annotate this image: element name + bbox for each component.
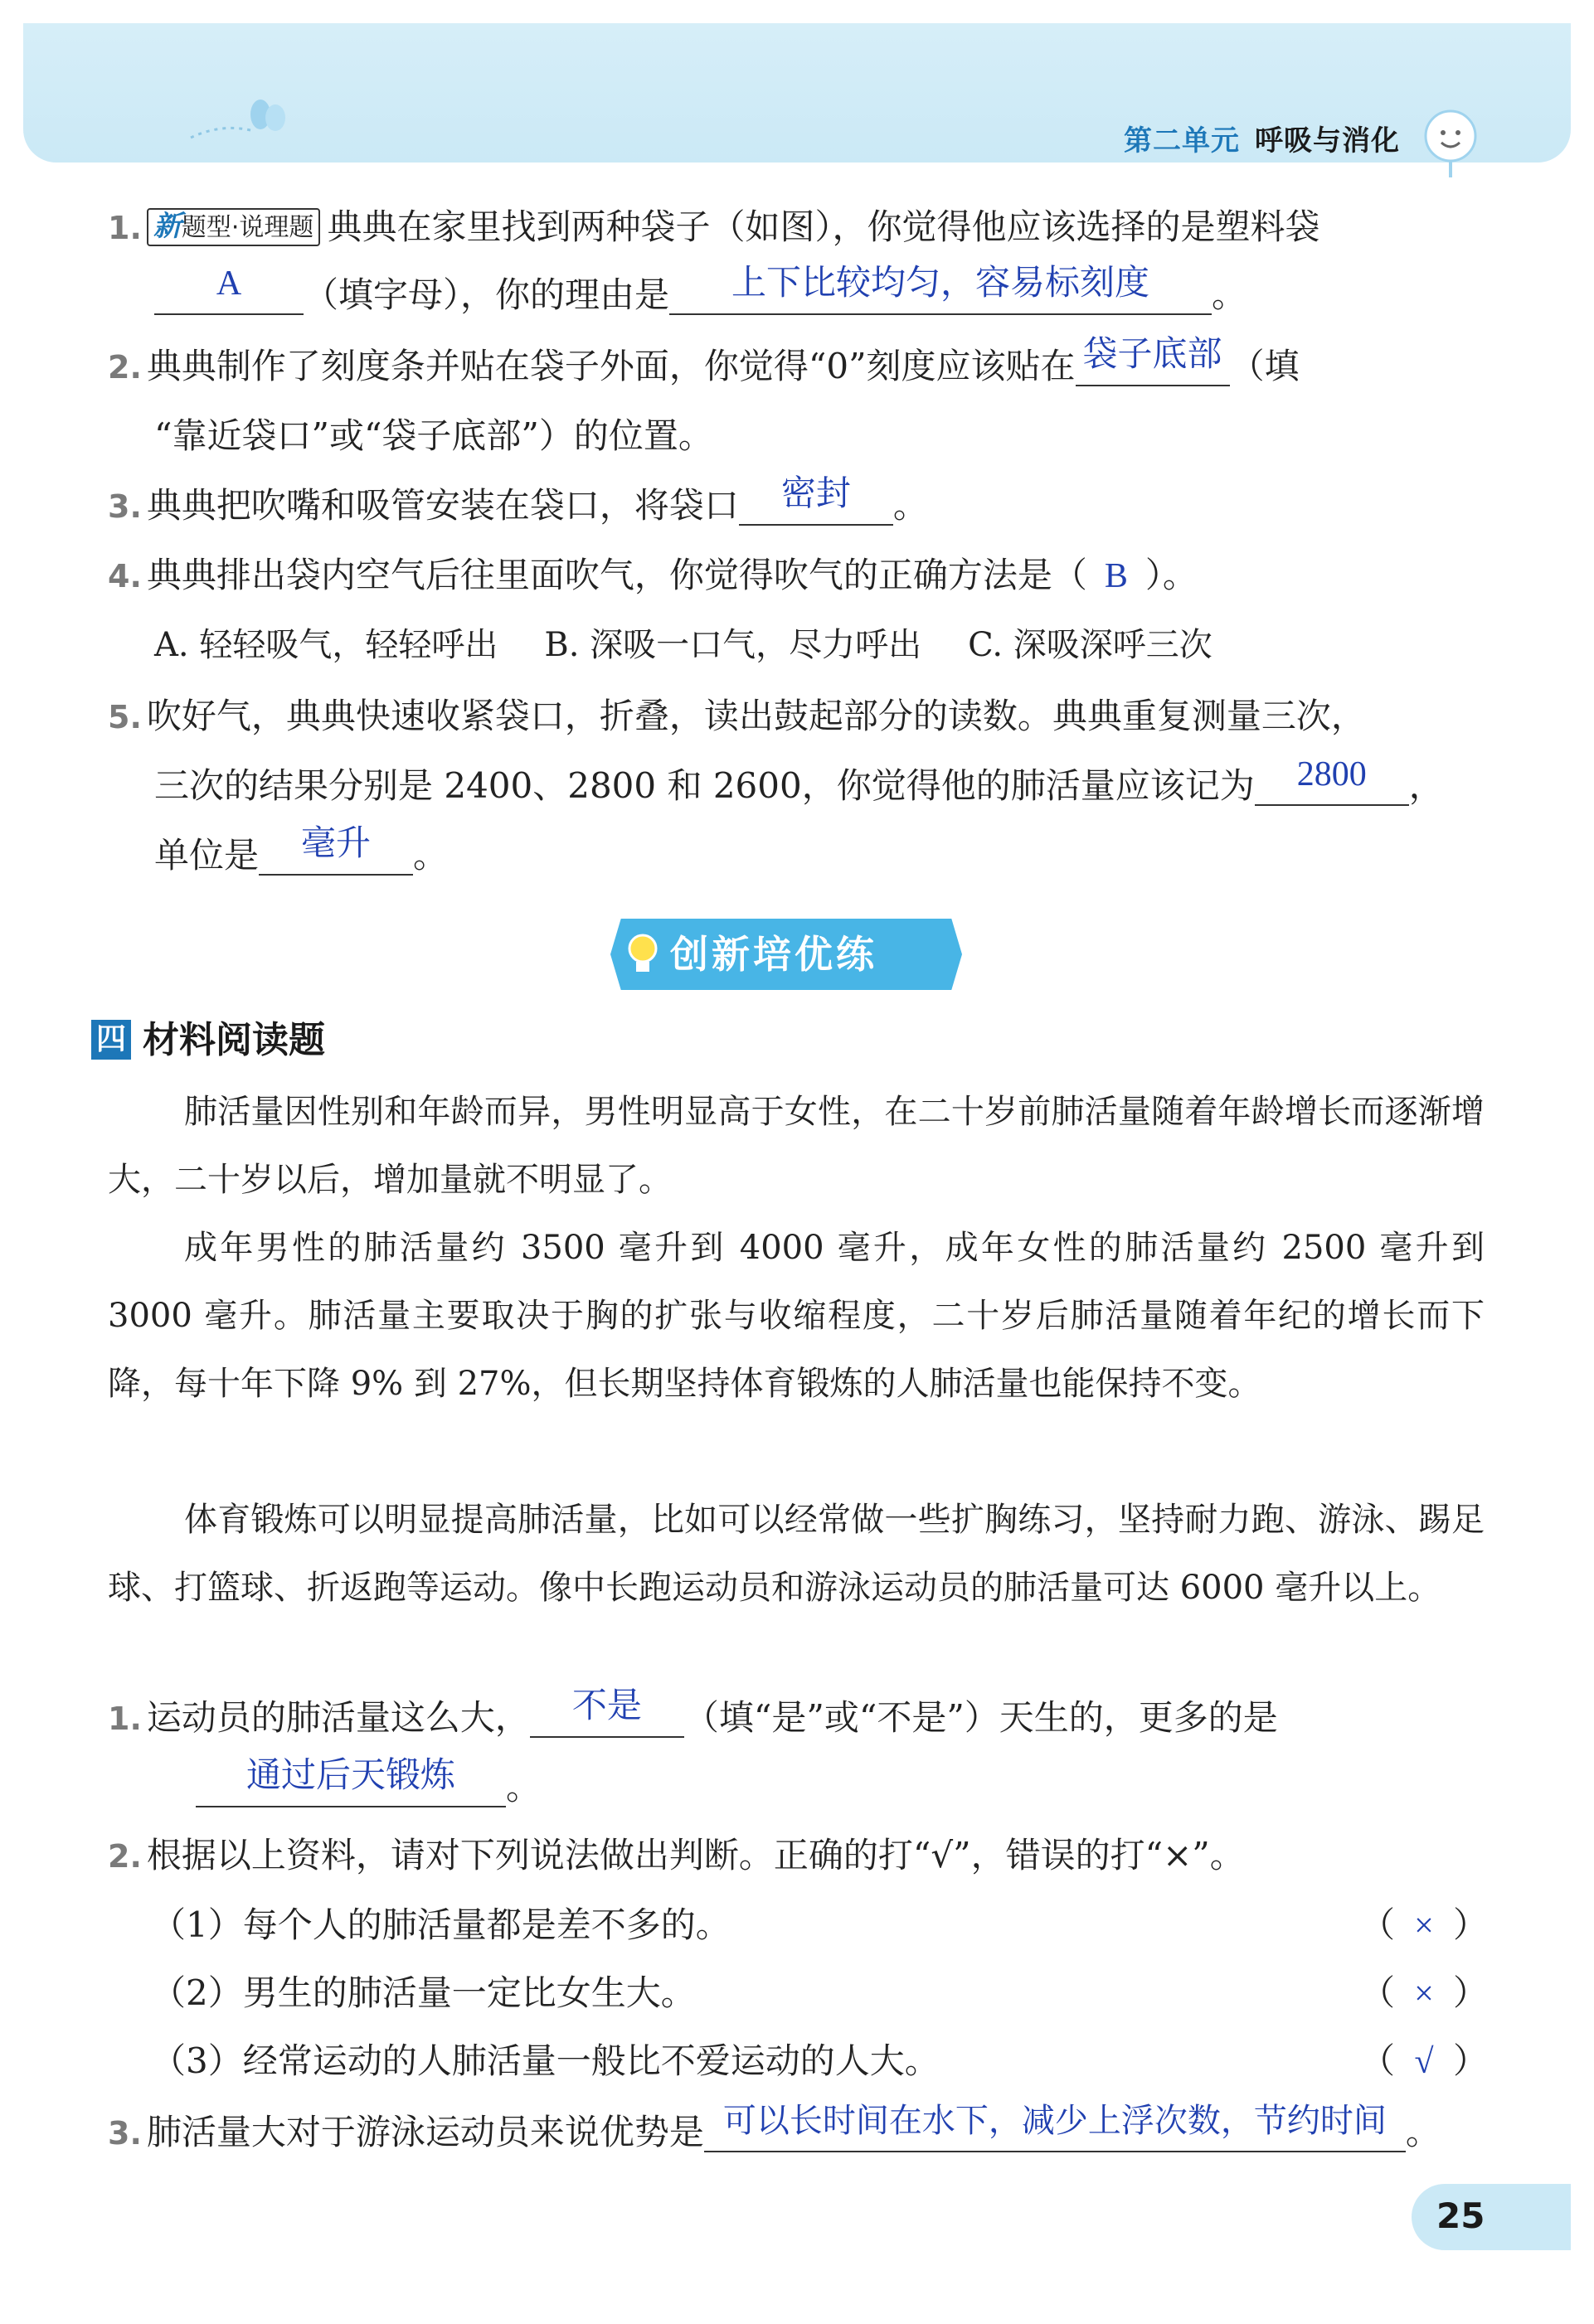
question-5-line2 bbox=[154, 755, 1444, 811]
question-text: “靠近袋口”或“袋子底部”）的位置。 bbox=[154, 415, 713, 456]
judgement-item: （1）每个人的肺活量都是差不多的。 bbox=[151, 1904, 731, 1945]
handwritten-answer: 通过后天锻炼 bbox=[245, 1757, 455, 1795]
option-a[interactable]: A. 轻轻吸气，轻轻呼出 bbox=[154, 626, 498, 664]
question-number: 3. bbox=[108, 2115, 142, 2152]
handwritten-answer: √ bbox=[1414, 2043, 1434, 2081]
question-text: 根据以上资料，请对下列说法做出判断。正确的打“√”，错误的打“×”。 bbox=[146, 1835, 1245, 1875]
question-text: 典典把吹嘴和吸管安装在袋口，将袋口 bbox=[146, 485, 739, 526]
question-1-line2 bbox=[154, 264, 1247, 320]
question-text: 单位是 bbox=[154, 835, 260, 876]
reading-question-1-line2 bbox=[196, 1757, 542, 1812]
question-text: 三次的结果分别是 2400、2800 和 2600，你觉得他的肺活量应该记为 bbox=[154, 765, 1255, 806]
judgement-item: （3）经常运动的人肺活量一般比不爱运动的人大。 bbox=[151, 2040, 940, 2081]
handwritten-answer: 毫升 bbox=[301, 825, 372, 863]
handwritten-answer: 2800 bbox=[1296, 755, 1367, 793]
question-3 bbox=[108, 475, 928, 531]
lightbulb-icon bbox=[624, 930, 662, 980]
question-text: 运动员的肺活量这么大， bbox=[146, 1697, 530, 1738]
question-4 bbox=[108, 551, 1198, 601]
judgement-answer[interactable]: （ × ） bbox=[1360, 1900, 1488, 1951]
question-1 bbox=[108, 202, 1319, 253]
section-number: 四 bbox=[91, 1020, 131, 1060]
answer-blank[interactable] bbox=[704, 2102, 1406, 2152]
punctuation: ， bbox=[1408, 765, 1444, 806]
answer-blank[interactable] bbox=[196, 1757, 506, 1807]
handwritten-answer: A bbox=[216, 264, 242, 303]
judgement-item: （2）男生的肺活量一定比女生大。 bbox=[151, 1972, 696, 2013]
answer-blank[interactable] bbox=[530, 1687, 684, 1738]
reading-question-2 bbox=[108, 1831, 1245, 1881]
punctuation: 。 bbox=[413, 835, 449, 876]
question-text: 吹好气，典典快速收紧袋口，折叠，读出鼓起部分的读数。典典重复测量三次， bbox=[146, 696, 1366, 736]
answer-blank[interactable] bbox=[154, 264, 304, 315]
judgement-answer[interactable]: （ × ） bbox=[1360, 1968, 1488, 2019]
page-number-tab bbox=[1412, 2184, 1571, 2250]
question-text: 典典排出袋内空气后往里面吹气，你觉得吹气的正确方法是（ bbox=[146, 555, 1087, 595]
question-number: 2. bbox=[108, 1838, 142, 1875]
question-number: 4. bbox=[108, 558, 142, 594]
badge-label: 题型·说理题 bbox=[181, 213, 314, 242]
punctuation: ）。 bbox=[1144, 555, 1198, 595]
passage-paragraph-1: 肺活量因性别和年龄而异，男性明显高于女性，在二十岁前肺活量随着年龄增长而逐渐增大，二十岁以后，增加量就不明显了。 bbox=[108, 1093, 1485, 1199]
topic-label: 呼吸与消化 bbox=[1255, 124, 1400, 158]
question-2-line2 bbox=[154, 411, 713, 461]
answer-blank[interactable] bbox=[739, 475, 893, 526]
question-number: 1. bbox=[108, 1701, 142, 1737]
handwritten-answer: 袋子底部 bbox=[1082, 336, 1222, 374]
badge-new: 新 bbox=[153, 210, 182, 243]
reading-question-3 bbox=[108, 2102, 1441, 2158]
handwritten-answer[interactable]: B bbox=[1104, 557, 1128, 595]
handwritten-answer: 上下比较均匀，容易标刻度 bbox=[731, 264, 1150, 303]
passage-paragraph-2: 成年男性的肺活量约 3500 毫升到 4000 毫升，成年女性的肺活量约 2500 毫升到 3000 毫升。肺活量主要取决于胸的扩张与收缩程度，二十岁后肺活量随着年纪的增长而下降，每十年下降 9% 到 27%，但长期坚持体育锻炼的人肺活量也能保持不变。 bbox=[108, 1229, 1485, 1403]
section-title: 材料阅读题 bbox=[143, 1019, 325, 1061]
answer-blank[interactable] bbox=[1076, 336, 1230, 386]
question-number: 1. bbox=[108, 210, 142, 246]
question-number: 5. bbox=[108, 699, 142, 735]
question-text: 典典制作了刻度条并贴在袋子外面，你觉得“0”刻度应该贴在 bbox=[146, 346, 1076, 386]
page-number: 25 bbox=[1436, 2195, 1485, 2236]
handwritten-answer: × bbox=[1414, 1907, 1434, 1945]
handwritten-answer: × bbox=[1414, 1975, 1434, 2013]
answer-blank[interactable] bbox=[1255, 755, 1409, 806]
question-text: （填 bbox=[1229, 346, 1300, 386]
punctuation: 。 bbox=[892, 485, 928, 526]
question-text: （填“是”或“不是”）天生的，更多的是 bbox=[683, 1697, 1278, 1738]
punctuation: 。 bbox=[1212, 274, 1247, 315]
answer-blank[interactable] bbox=[669, 264, 1212, 315]
question-4-options bbox=[154, 620, 1213, 670]
unit-title bbox=[1124, 118, 1400, 158]
option-c[interactable]: C. 深吸深呼三次 bbox=[968, 626, 1213, 664]
question-number: 2. bbox=[108, 349, 142, 386]
question-number: 3. bbox=[108, 488, 142, 525]
passage-paragraph-3: 体育锻炼可以明显提高肺活量，比如可以经常做一些扩胸练习，坚持耐力跑、游泳、踢足球、打篮球、折返跑等运动。像中长跑运动员和游泳运动员的肺活量可达 6000 毫升以上。 bbox=[108, 1501, 1485, 1607]
section-heading bbox=[91, 1010, 325, 1060]
handwritten-answer: 不是 bbox=[571, 1687, 642, 1725]
handwritten-answer: 密封 bbox=[780, 475, 851, 513]
option-b[interactable]: B. 深吸一口气，尽力呼出 bbox=[544, 626, 922, 664]
sunflower-icon bbox=[1413, 103, 1488, 177]
punctuation: 。 bbox=[1405, 2112, 1441, 2152]
handwritten-answer: 可以长时间在水下，减少上浮次数，节约时间 bbox=[722, 2102, 1387, 2139]
question-5 bbox=[108, 691, 1366, 742]
question-text: 典典在家里找到两种袋子（如图），你觉得他应该选择的是塑料袋 bbox=[327, 206, 1320, 247]
question-text: （填字母），你的理由是 bbox=[304, 274, 670, 315]
question-5-line3 bbox=[154, 825, 449, 881]
question-type-badge bbox=[147, 208, 321, 246]
punctuation: 。 bbox=[506, 1767, 542, 1807]
question-text: 肺活量大对于游泳运动员来说优势是 bbox=[146, 2112, 704, 2152]
banner-title: 创新培优练 bbox=[670, 932, 877, 977]
butterfly-icon bbox=[189, 90, 289, 148]
reading-question-1 bbox=[108, 1687, 1278, 1744]
answer-blank[interactable] bbox=[259, 825, 413, 876]
unit-label: 第二单元 bbox=[1124, 124, 1240, 158]
judgement-answer[interactable]: （ √ ） bbox=[1360, 2036, 1488, 2087]
question-2 bbox=[108, 336, 1300, 392]
